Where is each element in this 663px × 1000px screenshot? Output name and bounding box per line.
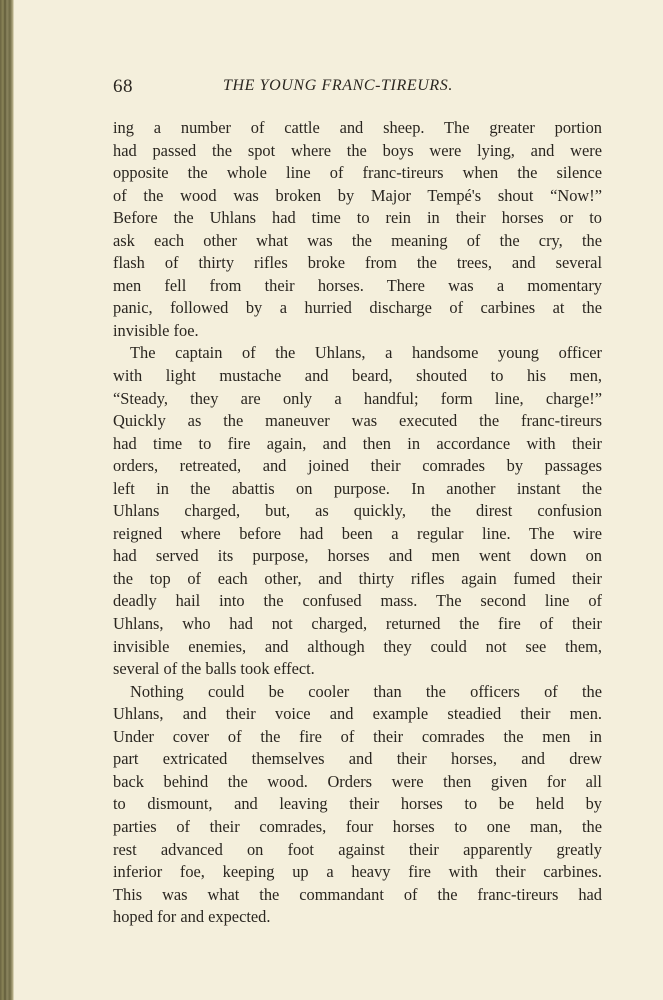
- paragraph-end-line: several of the balls took effect.: [113, 659, 315, 679]
- text-line: men fell from their horses. There was a momentary: [113, 275, 602, 295]
- text-line: panic, followed by a hurried discharge of carbines at the: [113, 298, 602, 318]
- text-line: Under cover of the fire of their comrades the men in: [113, 726, 602, 746]
- text-line: This was what the commandant of the franc-tireurs had: [113, 884, 602, 904]
- text-line: part extricated themselves and their horses, and drew: [113, 749, 602, 769]
- paragraph-start-line: Nothing could be cooler than the officers of the: [130, 681, 602, 701]
- page-number: 68: [113, 76, 133, 97]
- text-line: orders, retreated, and joined their comrades by passages: [113, 456, 602, 476]
- text-line: rest advanced on foot against their apparently greatly: [113, 839, 602, 859]
- text-line: reigned where before had been a regular line. The wire: [113, 523, 602, 543]
- text-line: “Steady, they are only a handful; form line, charge!”: [113, 388, 602, 408]
- page-header: [113, 76, 603, 100]
- text-line: Before the Uhlans had time to rein in their horses or to: [113, 208, 602, 228]
- text-line: parties of their comrades, four horses to one man, the: [113, 816, 602, 836]
- text-line: back behind the wood. Orders were then given for all: [113, 771, 602, 791]
- text-line: flash of thirty rifles broke from the trees, and several: [113, 253, 602, 273]
- text-line: Quickly as the maneuver was executed the franc-tireurs: [113, 411, 602, 431]
- text-line: ing a number of cattle and sheep. The greater portion: [113, 118, 602, 137]
- text-line: the top of each other, and thirty rifles again fumed their: [113, 568, 602, 588]
- text-line: deadly hail into the confused mass. The second line of: [113, 591, 602, 611]
- text-line: inferior foe, keeping up a heavy fire with their carbines.: [113, 862, 602, 882]
- text-line: Uhlans, and their voice and example steadied their men.: [113, 704, 602, 724]
- text-line: with light mustache and beard, shouted to his men,: [113, 366, 602, 386]
- body-text: [113, 117, 602, 929]
- text-line: of the wood was broken by Major Tempé's shout “Now!”: [113, 185, 602, 205]
- text-line: to dismount, and leaving their horses to be held by: [113, 794, 602, 814]
- text-line: had passed the spot where the boys were lying, and were: [113, 140, 602, 160]
- text-line: had time to fire again, and then in accordance with their: [113, 433, 602, 453]
- text-line: had served its purpose, horses and men went down on: [113, 546, 602, 566]
- paragraph-end-line: hoped for and expected.: [113, 907, 271, 927]
- text-line: Uhlans, who had not charged, returned the fire of their: [113, 614, 602, 634]
- text-line: left in the abattis on purpose. In another instant the: [113, 478, 602, 498]
- text-line: opposite the whole line of franc-tireurs when the silence: [113, 163, 602, 183]
- running-title: THE YOUNG FRANC-TIREURS.: [223, 77, 453, 94]
- paragraph-end-line: invisible foe.: [113, 320, 199, 340]
- text-line: ask each other what was the meaning of the cry, the: [113, 230, 602, 250]
- text-line: Uhlans charged, but, as quickly, the direst confusion: [113, 501, 602, 521]
- paragraph-start-line: The captain of the Uhlans, a handsome young officer: [130, 343, 602, 363]
- text-line: invisible enemies, and although they could not see them,: [113, 636, 602, 656]
